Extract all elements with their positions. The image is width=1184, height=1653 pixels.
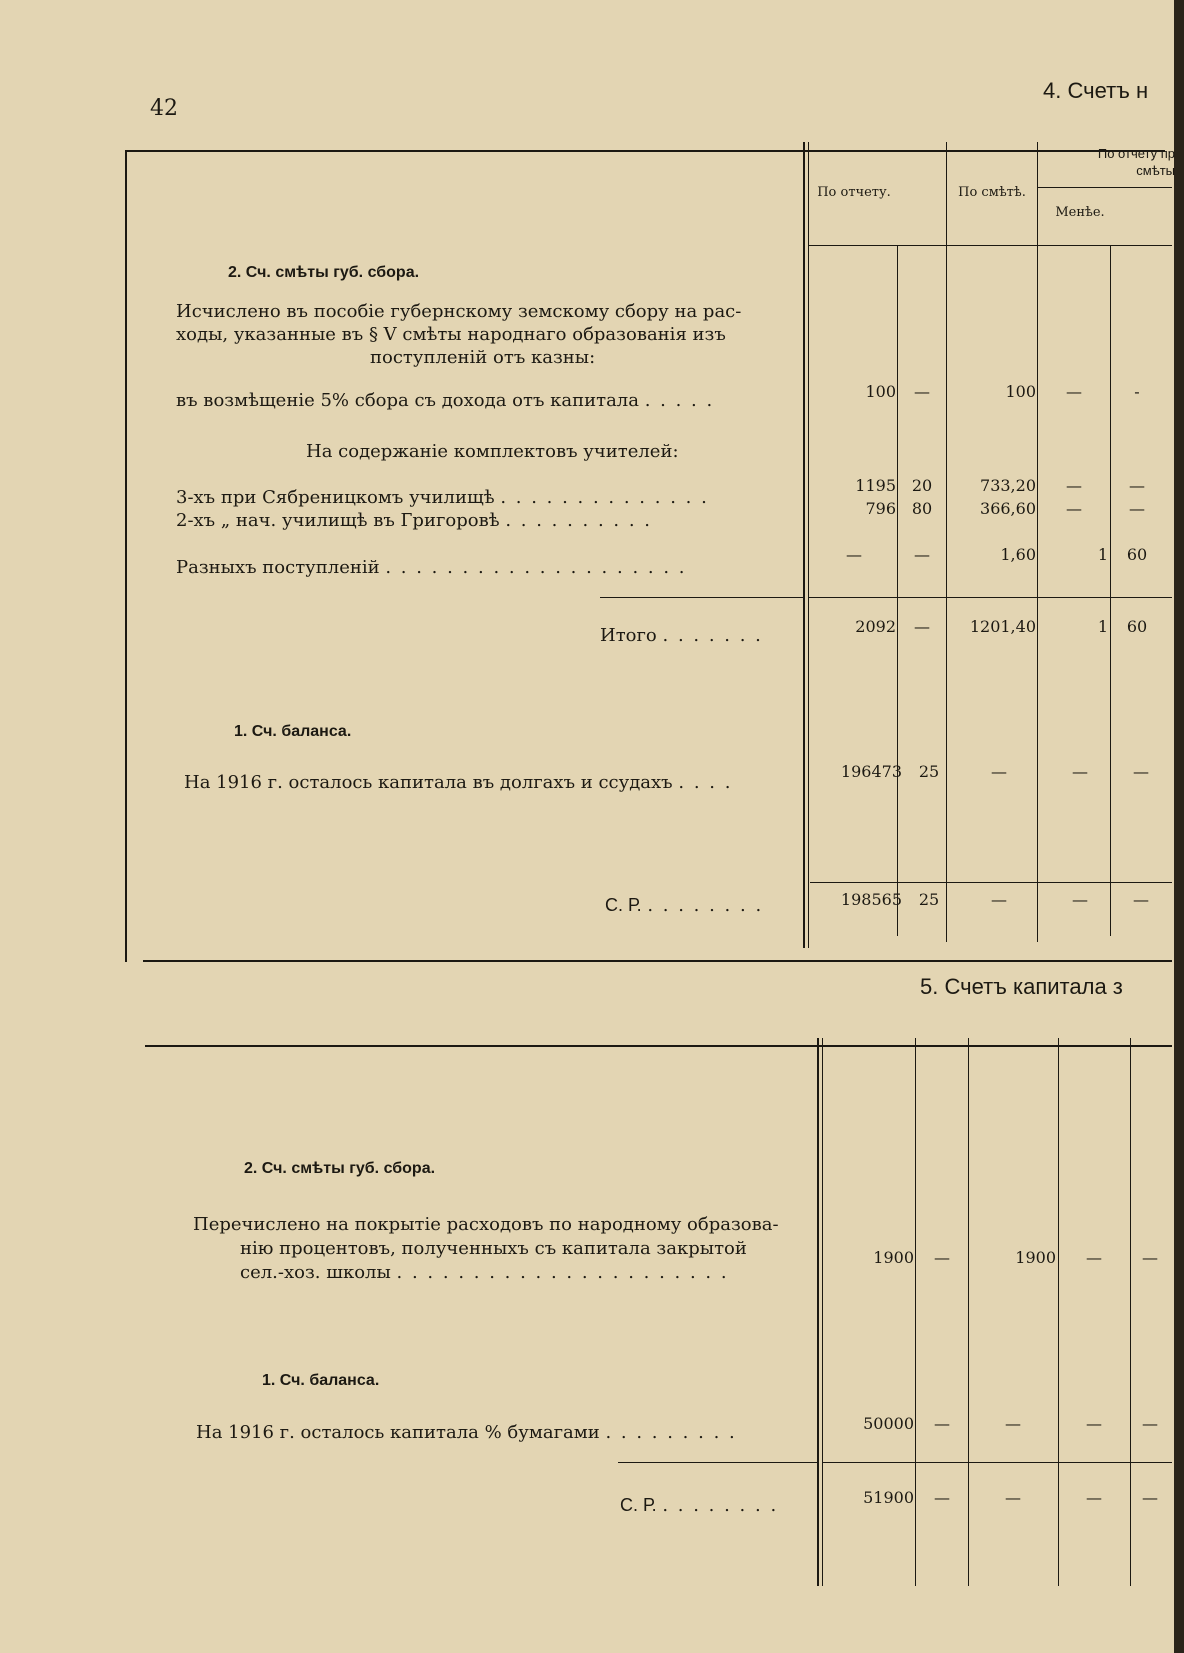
top-rule <box>125 150 1165 152</box>
row1-less-kop: - <box>1134 382 1140 401</box>
row1-est: 100 <box>1005 382 1036 401</box>
row1-rub: 100 <box>865 382 896 401</box>
sr4-label: С. Р. . . . . . . . . <box>605 895 764 916</box>
row2-est: 733,20 <box>980 476 1036 495</box>
row3-est: 366,60 <box>980 499 1036 518</box>
sr5-kop: — <box>934 1488 950 1507</box>
section-separator <box>143 960 1172 962</box>
section5-sub1-title: 1. Сч. баланса. <box>262 1372 380 1389</box>
row5-est: — <box>991 762 1007 781</box>
header-report: По отчету. <box>817 185 891 200</box>
sr4-kop: 25 <box>918 890 940 909</box>
sr5-label: С. Р. . . . . . . . . <box>620 1495 779 1516</box>
row3-less: — <box>1066 499 1082 518</box>
total-less: 1 <box>1097 617 1108 636</box>
s5-col-divider-kop <box>915 1038 916 1586</box>
sr5-rule-right <box>822 1462 1172 1463</box>
page-number: 42 <box>150 96 178 121</box>
col-divider-est-end <box>1037 142 1038 942</box>
total-kop: — <box>914 617 930 636</box>
s5-row2-kop: — <box>934 1414 950 1433</box>
row2-less-kop: — <box>1129 476 1145 495</box>
s5-col-divider-est-end <box>1058 1038 1059 1586</box>
total-less-kop: 60 <box>1126 617 1148 636</box>
total-rub: 2092 <box>855 617 896 636</box>
row4-kop: — <box>914 545 930 564</box>
sr5-less: — <box>1086 1488 1102 1507</box>
section4-subhead: На содержаніе комплектовъ учителей: <box>306 441 679 462</box>
header-sub-rule <box>1037 187 1172 188</box>
col-divider-kop <box>897 246 898 936</box>
s5-col-divider-est <box>968 1038 969 1586</box>
s5-row2-label: На 1916 г. осталось капитала % бумагами . . . . . . . . . <box>196 1422 737 1443</box>
row3-less-kop: — <box>1129 499 1145 518</box>
s5-col-divider-main <box>817 1038 819 1586</box>
row5-label: На 1916 г. осталось капитала въ долгахъ и ссудахъ . . . . <box>184 772 733 793</box>
col-divider-est <box>946 142 947 942</box>
s5-row1-est: 1900 <box>1015 1248 1056 1267</box>
sr4-rule <box>810 882 1172 883</box>
sr4-rub: 198565 <box>840 890 902 909</box>
row5-kop: 25 <box>918 762 940 781</box>
sr5-rule <box>618 1462 818 1463</box>
row1-less: — <box>1066 382 1082 401</box>
row1-label: въ возмѣщеніе 5% сбора съ дохода отъ капитала . . . . . <box>176 390 715 411</box>
header-bottom-rule <box>808 245 1172 246</box>
sr4-less: — <box>1072 890 1088 909</box>
header-estimate: По смѣтѣ. <box>958 185 1026 200</box>
page-edge-shadow <box>1174 0 1184 1653</box>
row4-less: 1 <box>1097 545 1108 564</box>
s5-row2-less-kop: — <box>1142 1414 1158 1433</box>
row2-rub: 1195 <box>855 476 896 495</box>
sr4-est: — <box>991 890 1007 909</box>
row4-less-kop: 60 <box>1126 545 1148 564</box>
section5-text-1: Перечислено на покрытіе расходовъ по народному образова- <box>193 1214 779 1235</box>
col-divider-less-kop <box>1110 246 1111 936</box>
section5-text-3: сел.-хоз. школы . . . . . . . . . . . . . . . . . . . . . . <box>240 1262 729 1283</box>
col-divider-main-2 <box>808 142 809 948</box>
sr5-est: — <box>1005 1488 1021 1507</box>
row5-less-kop: — <box>1133 762 1149 781</box>
row4-label: Разныхъ поступленій . . . . . . . . . . . . . . . . . . . . <box>176 557 687 578</box>
s5-row1-kop: — <box>934 1248 950 1267</box>
section4-intro-1: Исчислено въ пособіе губернскому земскому сбору на рас- <box>176 301 742 322</box>
section4-sub1-title: 1. Сч. баланса. <box>234 723 352 740</box>
total-est: 1201,40 <box>969 617 1036 636</box>
section4-intro-3: поступленій отъ казны: <box>370 347 596 368</box>
row4-rub: — <box>846 545 862 564</box>
row2-kop: 20 <box>911 476 933 495</box>
section4-intro-2: ходы, указанные въ § V смѣты народнаго образованія изъ <box>176 324 726 345</box>
total-rule <box>600 597 805 598</box>
total-rule-right <box>808 597 1172 598</box>
col-divider-main <box>803 142 805 948</box>
s5-col-divider-main-2 <box>822 1038 823 1586</box>
section4-sub2-title: 2. Сч. смѣты губ. сбора. <box>228 264 420 281</box>
row2-less: — <box>1066 476 1082 495</box>
row1-kop: — <box>914 382 930 401</box>
row3-label: 2-хъ „ нач. училищѣ въ Григоровѣ . . . . . . . . . . <box>176 510 653 531</box>
section5-text-2: нію процентовъ, полученныхъ съ капитала закрытой <box>240 1238 747 1259</box>
header-less: Менѣе. <box>1055 205 1105 220</box>
s5-row1-less-kop: — <box>1142 1248 1158 1267</box>
sr4-less-kop: — <box>1133 890 1149 909</box>
s5-row1-less: — <box>1086 1248 1102 1267</box>
s5-col-divider-less-kop <box>1130 1038 1131 1586</box>
total-label: Итого . . . . . . . <box>600 625 763 646</box>
sr5-less-kop: — <box>1142 1488 1158 1507</box>
header-vs: По отчету пр <box>1097 146 1175 161</box>
s5-row2-rub: 50000 <box>863 1414 914 1433</box>
s5-row1-rub: 1900 <box>873 1248 914 1267</box>
row3-rub: 796 <box>865 499 896 518</box>
section5-top-rule <box>145 1045 1172 1047</box>
section5-sub2-title: 2. Сч. смѣты губ. сбора. <box>244 1160 436 1177</box>
left-border <box>125 150 127 962</box>
row4-est: 1,60 <box>1000 545 1036 564</box>
row3-kop: 80 <box>911 499 933 518</box>
section-title-4: 4. Счетъ н <box>1043 78 1149 103</box>
row5-rub: 196473 <box>840 762 902 781</box>
sr5-rub: 51900 <box>863 1488 914 1507</box>
s5-row2-est: — <box>1005 1414 1021 1433</box>
row5-less: — <box>1072 762 1088 781</box>
header-vs-2: смѣты <box>1136 163 1175 178</box>
section-title-5: 5. Счетъ капитала з <box>920 974 1123 999</box>
row2-label: 3-хъ при Сябреницкомъ училищѣ . . . . . . . . . . . . . . <box>176 487 709 508</box>
s5-row2-less: — <box>1086 1414 1102 1433</box>
